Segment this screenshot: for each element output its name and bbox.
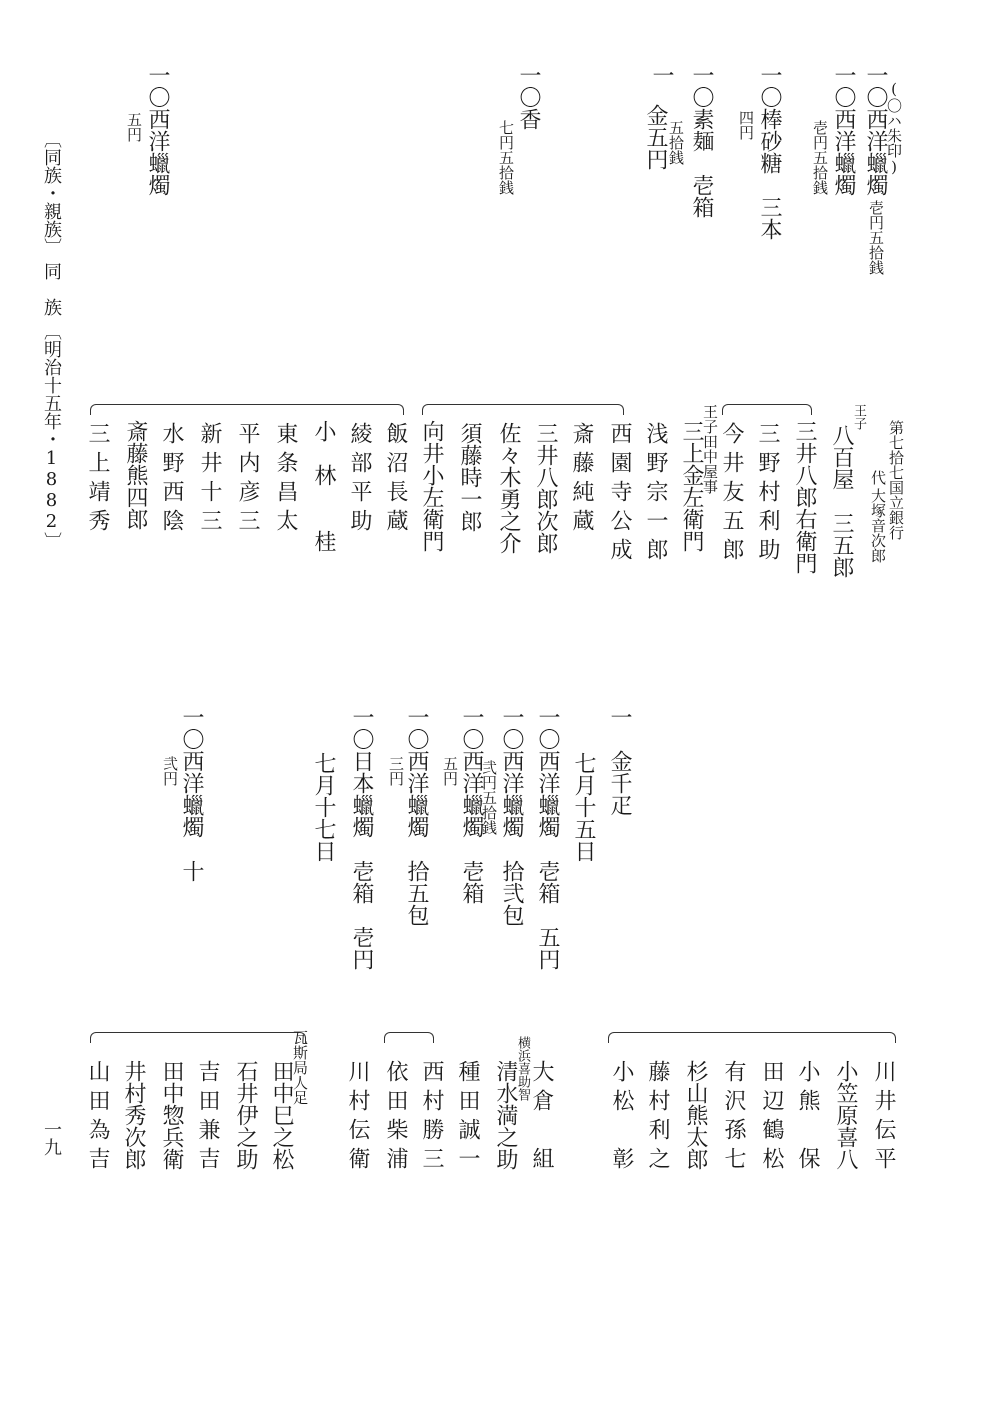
grouping-brace	[384, 1032, 434, 1043]
item-entry: 一〇日本蠟燭 壱箱 壱円	[349, 706, 374, 970]
item-entry: 一〇西洋蠟燭	[863, 64, 888, 196]
item-entry: 一〇棒砂糖 三本	[757, 64, 782, 240]
item-price: 三円	[387, 756, 405, 786]
name-entry: 川井伝平	[871, 1060, 896, 1176]
name-entry: 山田為吉	[85, 1060, 110, 1176]
name-note: 第七拾七国立銀行	[887, 420, 905, 540]
name-entry: 三井八郎右衛門	[792, 420, 817, 574]
name-entry: 大塚音次郎	[869, 488, 887, 563]
running-head-section: 同 族	[41, 262, 62, 316]
name-entry: 依田柴浦	[383, 1060, 408, 1176]
name-entry: 西園寺公成	[607, 422, 632, 567]
name-entry: 須藤時一郎	[457, 422, 482, 532]
name-entry: 東条昌太	[273, 422, 298, 538]
date-heading: 七月十五日	[571, 752, 596, 862]
item-entry: 一 金千疋	[607, 706, 632, 816]
name-entry: 斎藤熊四郎	[123, 420, 148, 530]
grouping-brace	[90, 1032, 306, 1043]
item-entry: 一〇西洋蠟燭 拾五包	[404, 706, 429, 926]
name-entry: 浅野宗一郎	[643, 422, 668, 567]
name-entry: 三井八郎次郎	[533, 422, 558, 554]
name-entry: 八百屋 三五郎	[829, 424, 854, 578]
name-entry: 佐々木勇之介	[496, 422, 521, 554]
item-price: 五円	[441, 756, 459, 786]
name-entry: 杉山熊太郎	[683, 1060, 708, 1170]
name-note: 瓦斯局人足	[291, 1030, 309, 1105]
item-price: 金五円	[643, 104, 668, 170]
name-entry: 小松 彰	[609, 1060, 634, 1176]
name-entry: 石井伊之助	[233, 1060, 258, 1170]
grouping-brace	[608, 1032, 896, 1043]
name-entry: 有沢孫七	[721, 1060, 746, 1176]
grouping-brace	[90, 404, 404, 415]
name-note: 代	[869, 470, 887, 485]
item-entry: 一〇西洋蠟燭 壱箱 五円	[535, 706, 560, 970]
name-entry: 今井友五郎	[719, 422, 744, 567]
name-entry: 飯沼長蔵	[383, 422, 408, 538]
item-entry: 一〇西洋蠟燭	[145, 64, 170, 196]
name-entry: 三野村利助	[755, 422, 780, 567]
name-entry: 藤村利之	[645, 1060, 670, 1176]
grouping-brace	[422, 404, 624, 415]
name-entry: 川村伝衛	[345, 1060, 370, 1176]
item-price: 五拾銭	[667, 120, 685, 165]
name-entry: 三上金左衛門	[679, 420, 704, 552]
name-note: 王子	[851, 404, 866, 430]
name-entry: 綾部平助	[347, 422, 372, 538]
name-entry: 井村秀次郎	[121, 1060, 146, 1170]
name-entry: 西村勝三	[419, 1060, 444, 1176]
item-entry: 一〇西洋蠟燭 壱箱	[459, 706, 484, 904]
item-price: 壱円五拾銭	[811, 120, 829, 195]
name-entry: 清水満之助	[493, 1060, 518, 1170]
grouping-brace	[722, 404, 812, 415]
name-entry: 水野西陰	[159, 422, 184, 538]
page-number: 一九	[41, 1120, 62, 1156]
name-entry: 平内彦三	[235, 422, 260, 538]
name-entry: 田中惣兵衛	[159, 1060, 184, 1170]
name-note: 王子田中屋事	[701, 404, 719, 494]
item-price: 七円五拾銭	[497, 120, 515, 195]
item-entry: 一〇香	[516, 64, 541, 130]
name-entry: 小熊 保	[795, 1060, 820, 1176]
name-entry: 小笠原喜八	[833, 1060, 858, 1170]
name-entry: 吉田兼吉	[195, 1060, 220, 1176]
running-head-era: 〔明治十五年・1882〕	[41, 322, 62, 550]
name-note: 横浜喜助智	[515, 1036, 530, 1101]
name-entry: 小 林 桂	[311, 420, 336, 552]
name-entry: 斎藤純蔵	[569, 422, 594, 538]
name-entry: 向井小左衛門	[419, 420, 444, 552]
item-entry: 一〇素麺 壱箱	[689, 64, 714, 218]
item-entry: 一〇西洋蠟燭 拾弐包	[499, 706, 524, 926]
item-price: 弐円五拾銭	[480, 760, 498, 835]
item-price: 四円	[737, 110, 755, 140]
name-entry: 種田誠一	[455, 1060, 480, 1176]
item-entry: 一〇西洋蠟燭 十	[179, 706, 204, 882]
item-entry: 一	[649, 64, 674, 86]
name-entry: 大倉 組	[529, 1060, 554, 1176]
item-price: 弐円	[161, 756, 179, 786]
item-price: 五円	[125, 112, 143, 142]
vermilion-seal-mark: (〇ハ朱印)	[885, 80, 903, 176]
item-entry: 一〇西洋蠟燭	[831, 64, 856, 196]
running-head-category: 〔同族・親族〕	[41, 130, 62, 256]
name-entry: 田辺鶴松	[759, 1060, 784, 1176]
name-entry: 三上靖秀	[85, 422, 110, 538]
date-heading: 七月十七日	[311, 752, 336, 862]
item-price: 壱円五拾銭	[867, 200, 885, 275]
name-entry: 田中巳之松	[269, 1060, 294, 1170]
name-entry: 新井十三	[197, 422, 222, 538]
